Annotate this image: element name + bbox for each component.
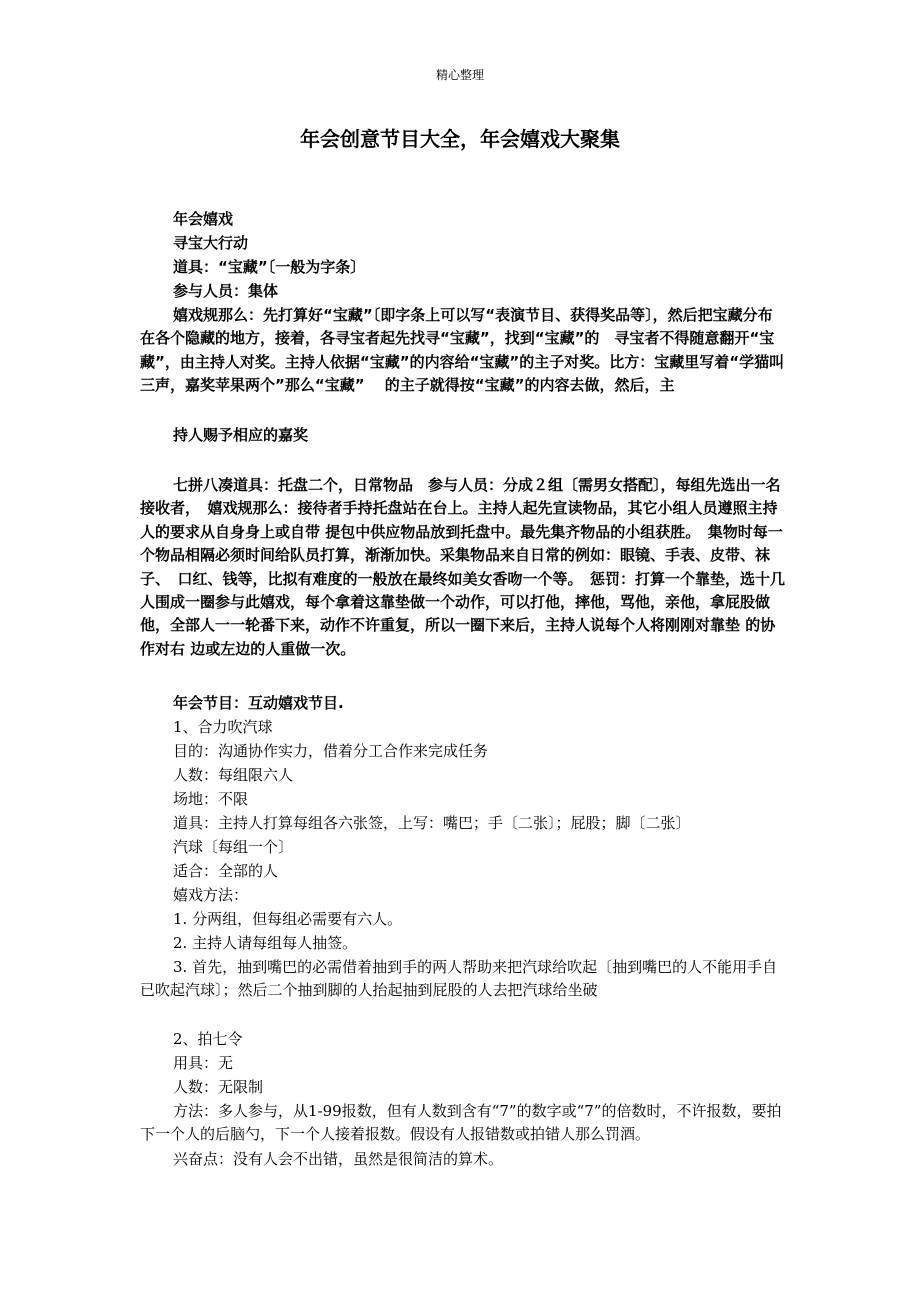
game1-props-balloon: 汽球〔每组一个〕 — [173, 838, 294, 856]
game1-props: 道具：主持人打算每组各六张签，上写：嘴巴；手〔二张〕；屁股；脚〔二张〕 — [173, 814, 691, 832]
game1-step-1: 1. 分两组，但每组必需要有六人。 — [173, 910, 403, 928]
game-participants: 参与人员：集体 — [173, 282, 279, 300]
section-heading-games: 年会嬉戏 — [173, 210, 234, 228]
game2-tools: 用具：无 — [173, 1054, 234, 1072]
game-qipin-paragraph: 七拼八凑道具：托盘二个，日常物品 参与人员：分成２组〔需男女搭配〕，每组先选出一名接收者， 嬉戏规那么：接待者手持托盘站在台上。主持人起先宣读物品，其它小组人员遵照主持人的要求从自身身上或自带 提包中供应物品放到托盘中。最先集齐物品的小组获胜。 集物时每一个物品相隔必须时间给队员打算，渐渐加快。采集物品来自日常的例如：眼镜、手表、皮带、袜子、 口红、钱等，比拟有难度的一般放在最终如美女香吻一个等。 惩罚：打算一个靠垫，选十几人围成一圈参与此嬉戏，每个拿着这靠垫做一个动作，可以打他，摔他，骂他，亲他，拿屁股做他，全部人一一轮番下来，动作不许重复，所以一圈下来后，主持人说每个人将刚刚对靠垫 的协作对右 边或左边的人重做一次。 — [140, 476, 786, 658]
game1-method: 嬉戏方法： — [173, 886, 249, 904]
game1-step-3: 3. 首先，抽到嘴巴的必需借着抽到手的两人帮助来把汽球给吹起〔抽到嘴巴的人不能用手自已吹起汽球〕；然后二个抽到脚的人抬起抽到屁股的人去把汽球给坐破 — [140, 958, 778, 1000]
game1-suitable: 适合：全部的人 — [173, 862, 279, 880]
game2-name: 2、拍七令 — [173, 1030, 243, 1048]
game2-people: 人数：无限制 — [173, 1078, 264, 1096]
game1-venue: 场地：不限 — [173, 790, 249, 808]
game-name-treasure: 寻宝大行动 — [173, 234, 249, 252]
page-header: 精心整理 — [435, 68, 484, 82]
game1-people: 人数：每组限六人 — [173, 766, 294, 784]
game2-fun-point: 兴奋点：没有人会不出错，虽然是很简洁的算术。 — [173, 1150, 504, 1168]
game1-purpose: 目的：沟通协作实力，借着分工合作来完成任务 — [173, 742, 489, 760]
game-props: 道具：“宝藏”〔一般为字条〕 — [173, 258, 366, 276]
game-rules: 嬉戏规那么：先打算好“宝藏”〔即字条上可以写“表演节目、获得奖品等〕，然后把宝藏分布在各个隐藏的地方，接着，各寻宝者起先找寻“宝藏”，找到“宝藏”的 寻宝者不得随意翻开“宝藏”，由主持人对奖。主持人依据“宝藏”的内容给“宝藏”的主子对奖。比方：宝藏里写着“学猫叫三声，嘉奖苹果两个”那么“宝藏” 的主子就得按“宝藏”的内容去做，然后，主 — [140, 306, 785, 395]
page-title: 年会创意节目大全，年会嬉戏大聚集 — [300, 127, 620, 151]
game2-method: 方法：多人参与，从1-99报数，但有人数到含有“7”的数字或“7”的倍数时，不许报数，要拍下一个人的后脑勺，下一个人接着报数。假设有人报错数或拍错人那么罚酒。 — [140, 1102, 782, 1144]
section-heading-interactive: 年会节目：互动嬉戏节目. — [173, 694, 344, 712]
game-reward: 持人赐予相应的嘉奖 — [173, 426, 309, 444]
game1-step-2: 2. 主持人请每组每人抽签。 — [173, 934, 358, 952]
game1-name: 1、合力吹汽球 — [173, 718, 273, 736]
